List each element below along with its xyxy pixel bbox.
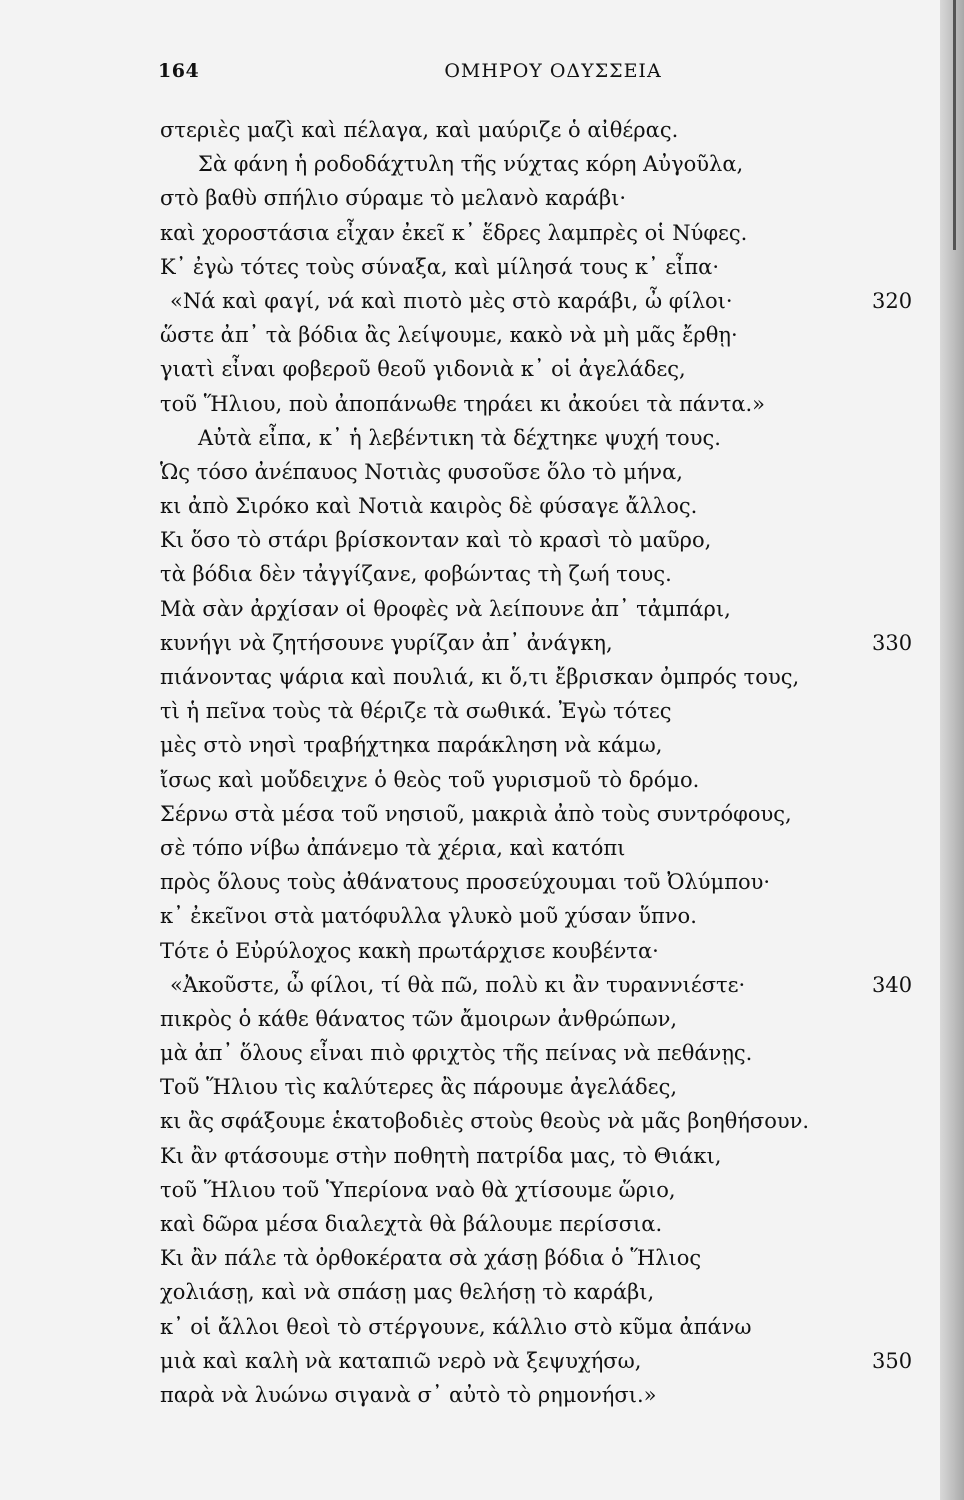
verse-line-text: Κ᾽ ἐγὼ τότες τοὺς σύναξα, καὶ μίλησά τους κ᾽ εἶπα·	[160, 254, 720, 279]
verse-line	[0, 660, 940, 694]
verse-line	[0, 421, 940, 455]
verse-line	[0, 455, 940, 489]
verse-line	[0, 899, 940, 933]
verse-line-text: σὲ τόπο νίβω ἀπάνεμο τὰ χέρια, καὶ κατόπι	[160, 835, 626, 860]
verse-line-text: Αὐτὰ εἶπα, κ᾽ ἡ λεβέντικη τὰ δέχτηκε ψυχή τους.	[198, 425, 721, 450]
page-header	[158, 60, 928, 90]
verse-line	[0, 352, 940, 386]
verse-line	[0, 592, 940, 626]
verse-line	[0, 694, 940, 728]
verse-line-text: Μὰ σὰν ἀρχίσαν οἱ θροφὲς νὰ λείπουνε ἀπ᾽ τἀμπάρι,	[160, 596, 731, 621]
verse-line	[0, 797, 940, 831]
verse-line-text: καὶ δῶρα μέσα διαλεχτὰ θὰ βάλουμε περίσσια.	[160, 1212, 663, 1236]
verse-line-text: «Νά καὶ φαγί, νά καὶ πιοτὸ μὲς στὸ καράβι, ὦ φίλοι·	[170, 288, 733, 313]
verse-line	[0, 865, 940, 899]
verse-line-text: στὸ βαθὺ σπήλιο σύραμε τὸ μελανὸ καράβι·	[160, 186, 627, 211]
verse-line-text: Σὰ φάνη ἡ ροδοδάχτυλη τῆς νύχτας κόρη Αὐγοῦλα,	[198, 152, 744, 177]
verse-line	[0, 1241, 940, 1275]
verse-line	[0, 626, 940, 660]
verse-line	[0, 1344, 940, 1378]
verse-line-text: Ὡς τόσο ἀνέπαυος Νοτιὰς φυσοῦσε ὅλο τὸ μήνα,	[160, 459, 683, 484]
verse-line	[0, 728, 940, 762]
verse-line-text: ἴσως καὶ μοὔδειχνε ὁ θεὸς τοῦ γυρισμοῦ τὸ δρόμο.	[160, 767, 700, 792]
line-number: 340	[872, 972, 913, 997]
verse-line	[0, 284, 940, 318]
verse-line-text: παρὰ νὰ λυώνω σιγανὰ σ᾽ αὐτὸ τὸ ρημονήσι.»	[160, 1382, 657, 1407]
verse-line	[0, 1036, 940, 1070]
verse-line-text: Τότε ὁ Εὐρύλοχος κακὴ πρωτάρχισε κουβέντα·	[160, 938, 659, 963]
verse-line-text: μιὰ καὶ καλὴ νὰ καταπιῶ νερὸ νὰ ξεψυχήσω,	[160, 1348, 642, 1373]
verse-line	[0, 763, 940, 797]
verse-line	[0, 1378, 940, 1412]
verse-line	[0, 934, 940, 968]
verse-line	[0, 113, 940, 147]
line-number: 330	[872, 630, 913, 655]
verse-line	[0, 1173, 940, 1207]
running-title: ΟΜΗΡΟΥ ΟΔΥΣΣΕΙΑ	[444, 60, 662, 82]
verse-line	[0, 489, 940, 523]
verse-line-text: ὥστε ἀπ᾽ τὰ βόδια ἂς λείψουμε, κακὸ νὰ μὴ μᾶς ἔρθῃ·	[160, 323, 738, 348]
verse-line	[0, 1207, 940, 1241]
verse-line	[0, 523, 940, 557]
verse-line	[0, 1275, 940, 1309]
verse-line-text: Σέρνω στὰ μέσα τοῦ νησιοῦ, μακριὰ ἀπὸ τοὺς συντρόφους,	[160, 801, 792, 826]
verse-line	[0, 147, 940, 181]
verse-line	[0, 387, 940, 421]
verse-line-text: κι ἀπὸ Σιρόκο καὶ Νοτιὰ καιρὸς δὲ φύσαγε ἄλλος.	[160, 494, 698, 519]
verse-line	[0, 1310, 940, 1344]
verse-line-text: τὰ βόδια δὲν τἀγγίζανε, φοβώντας τὴ ζωή τους.	[160, 562, 672, 587]
verse-line-text: κι ἂς σφάξουμε ἑκατοβοδιὲς στοὺς θεοὺς νὰ μᾶς βοηθήσουν.	[160, 1109, 810, 1134]
verse-line-text: τὶ ἡ πεῖνα τοὺς τὰ θέριζε τὰ σωθικά. Ἐγὼ τότες	[160, 699, 672, 724]
line-number: 320	[872, 288, 913, 313]
verse-line-text: γιατὶ εἶναι φοβεροῦ θεοῦ γιδονιὰ κ᾽ οἱ ἀγελάδες,	[160, 357, 686, 382]
verse-line	[0, 1070, 940, 1104]
verse-line	[0, 968, 940, 1002]
verse-line-text: «Ἀκοῦστε, ὦ φίλοι, τί θὰ πῶ, πολὺ κι ἂν τυραννιέστε·	[170, 972, 746, 997]
verse-line-text: πικρὸς ὁ κάθε θάνατος τῶν ἄμοιρων ἀνθρώπων,	[160, 1006, 678, 1031]
verse-line-text: Κι ὅσο τὸ στάρι βρίσκονταν καὶ τὸ κρασὶ τὸ μαῦρο,	[160, 528, 712, 553]
verse-line-text: καὶ χοροστάσια εἶχαν ἐκεῖ κ᾽ ἕδρες λαμπρὲς οἱ Νύφες.	[160, 220, 748, 245]
verse-line-text: κ᾽ οἱ ἄλλοι θεοὶ τὸ στέργουνε, κάλλιο στὸ κῦμα ἀπάνω	[160, 1314, 752, 1339]
verse-line-text: τοῦ Ἥλιου, ποὺ ἀποπάνωθε τηράει κι ἀκούει τὰ πάντα.»	[160, 391, 766, 416]
page-edge	[940, 0, 964, 1500]
verse-line-text: τοῦ Ἥλιου τοῦ Ὑπερίονα ναὸ θὰ χτίσουμε ὥριο,	[160, 1177, 676, 1202]
verse-line	[0, 318, 940, 352]
verse-line-text: κυνήγι νὰ ζητήσουνε γυρίζαν ἀπ᾽ ἀνάγκη,	[160, 630, 613, 655]
binding-mark	[953, 0, 956, 250]
verse-line	[0, 1002, 940, 1036]
verse-line-text: πρὸς ὅλους τοὺς ἀθάνατους προσεύχουμαι τοῦ Ὀλύμπου·	[160, 870, 771, 895]
verse-line-text: Κι ἂν φτάσουμε στὴν ποθητὴ πατρίδα μας, τὸ Θιάκι,	[160, 1143, 722, 1168]
page-number: 164	[158, 60, 200, 82]
verse-line-text: Κι ἂν πάλε τὰ ὀρθοκέρατα σὰ χάσῃ βόδια ὁ Ἥλιος	[160, 1246, 702, 1271]
verse-text-block	[0, 113, 940, 1412]
line-number: 350	[872, 1348, 913, 1373]
verse-line-text: μὲς στὸ νησὶ τραβήχτηκα παράκληση νὰ κάμω,	[160, 733, 663, 758]
verse-line-text: Τοῦ Ἥλιου τὶς καλύτερες ἂς πάρουμε ἀγελάδες,	[160, 1075, 678, 1100]
verse-line-text: στεριὲς μαζὶ καὶ πέλαγα, καὶ μαύριζε ὁ αἰθέρας.	[160, 118, 679, 142]
verse-line-text: μὰ ἀπ᾽ ὅλους εἶναι πιὸ φριχτὸς τῆς πείνας νὰ πεθάνῃς.	[160, 1041, 753, 1066]
verse-line-text: πιάνοντας ψάρια καὶ πουλιά, κι ὅ,τι ἔβρισκαν ὀμπρός τους,	[160, 665, 800, 689]
verse-line	[0, 831, 940, 865]
verse-line	[0, 557, 940, 591]
verse-line	[0, 1104, 940, 1138]
verse-line	[0, 181, 940, 215]
verse-line-text: κ᾽ ἐκεῖνοι στὰ ματόφυλλα γλυκὸ μοῦ χύσαν ὕπνο.	[160, 904, 697, 929]
verse-line	[0, 250, 940, 284]
verse-line	[0, 216, 940, 250]
verse-line-text: χολιάσῃ, καὶ νὰ σπάσῃ μας θελήσῃ τὸ καράβι,	[160, 1280, 655, 1305]
verse-line	[0, 1139, 940, 1173]
